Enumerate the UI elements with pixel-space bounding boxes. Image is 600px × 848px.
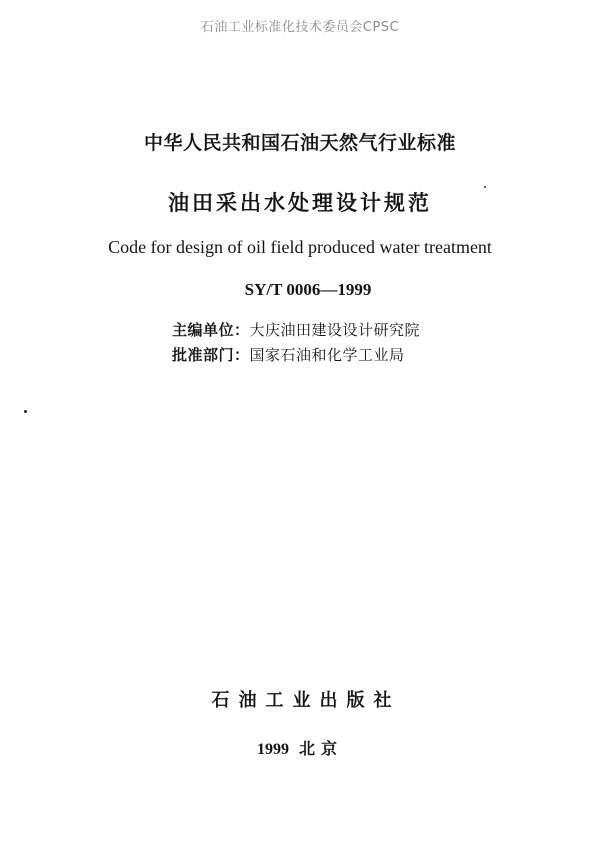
scan-speck: [24, 410, 27, 413]
approval-dept-line: [172, 343, 420, 368]
publication-year: 1999: [256, 741, 289, 758]
document-title-english: Code for design of oil field produced water treatment: [108, 237, 492, 257]
responsibility-block: [172, 318, 420, 368]
standard-number: SY/T 0006—1999: [244, 280, 372, 299]
scan-speck: [484, 186, 486, 188]
publication-city: 北京: [298, 739, 343, 758]
standard-type-heading: 中华人民共和国石油天然气行业标准: [143, 132, 456, 154]
publisher-name: 石油工业出版社: [211, 690, 401, 711]
editor-unit-label: 主编单位：: [172, 321, 250, 339]
editor-unit-line: [172, 318, 420, 343]
editor-unit-value: 大庆油田建设设计研究院: [249, 321, 421, 339]
document-title-chinese: 油田采出水处理设计规范: [168, 191, 432, 215]
approval-dept-label: 批准部门：: [172, 346, 250, 364]
publication-line: [0, 736, 600, 759]
approval-dept-value: 国家石油和化学工业局: [249, 346, 405, 364]
watermark: 石油工业标准化技术委员会CPSC: [200, 20, 400, 35]
